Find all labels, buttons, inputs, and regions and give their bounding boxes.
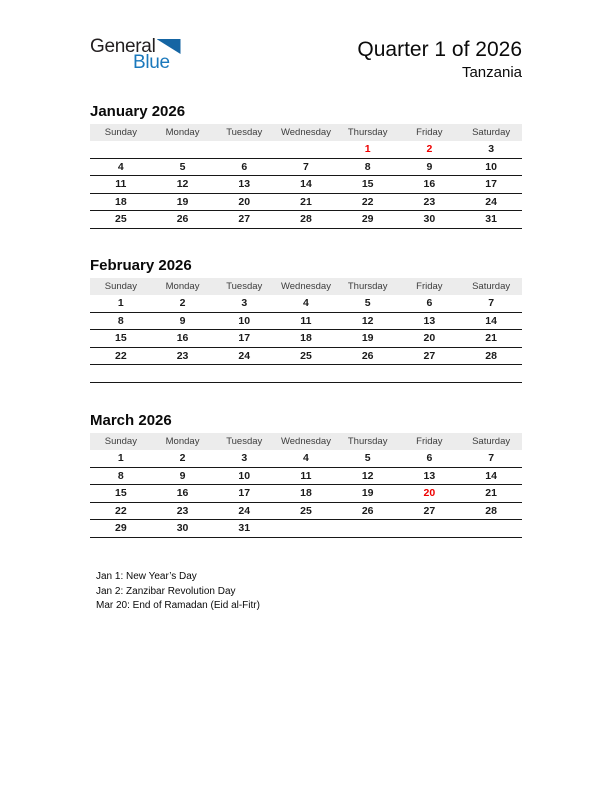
calendar-day: 10 xyxy=(213,467,275,485)
calendar-day: 12 xyxy=(152,176,214,194)
week-row xyxy=(90,520,522,538)
calendar-day: 6 xyxy=(399,450,461,467)
logo xyxy=(90,37,181,72)
weekday-header-saturday: Saturday xyxy=(460,278,522,295)
empty-day-cell xyxy=(90,365,152,383)
weekday-header-row xyxy=(90,433,522,450)
calendar-day: 20 xyxy=(213,193,275,211)
empty-day-cell xyxy=(90,141,152,158)
calendar-day: 24 xyxy=(213,347,275,365)
month-section-march xyxy=(90,412,522,538)
title-block xyxy=(357,38,522,82)
calendar-day: 6 xyxy=(213,158,275,176)
calendar-day: 6 xyxy=(399,295,461,312)
logo-text-blue: Blue xyxy=(133,52,170,73)
calendar-day: 16 xyxy=(399,176,461,194)
calendar-day: 27 xyxy=(399,502,461,520)
calendar-day: 16 xyxy=(152,485,214,503)
weekday-header-thursday: Thursday xyxy=(337,278,399,295)
calendar-day: 24 xyxy=(213,502,275,520)
calendar-day: 11 xyxy=(275,467,337,485)
calendar-day: 7 xyxy=(460,295,522,312)
calendar-day: 4 xyxy=(275,295,337,312)
calendar-day: 1 xyxy=(90,295,152,312)
week-row xyxy=(90,176,522,194)
calendar-day: 19 xyxy=(337,330,399,348)
weekday-header-saturday: Saturday xyxy=(460,433,522,450)
calendar-day: 8 xyxy=(90,312,152,330)
holiday-note: Mar 20: End of Ramadan (Eid al-Fitr) xyxy=(96,600,260,611)
calendar-day: 5 xyxy=(152,158,214,176)
calendar-day: 15 xyxy=(90,485,152,503)
calendar-day: 30 xyxy=(152,520,214,538)
calendar-day: 4 xyxy=(275,450,337,467)
calendar-day: 3 xyxy=(460,141,522,158)
calendar-day: 5 xyxy=(337,450,399,467)
empty-day-cell xyxy=(275,365,337,383)
calendar-day: 18 xyxy=(275,485,337,503)
calendar-day: 23 xyxy=(152,347,214,365)
weekday-header-tuesday: Tuesday xyxy=(213,433,275,450)
calendar-day: 31 xyxy=(213,520,275,538)
month-title-january: January 2026 xyxy=(90,103,186,120)
weekday-header-saturday: Saturday xyxy=(460,124,522,141)
calendar-day: 7 xyxy=(460,450,522,467)
calendar-day: 8 xyxy=(90,467,152,485)
weekday-header-sunday: Sunday xyxy=(90,433,152,450)
empty-day-cell xyxy=(213,365,275,383)
calendar-day: 23 xyxy=(399,193,461,211)
calendar-day: 28 xyxy=(460,502,522,520)
weekday-header-tuesday: Tuesday xyxy=(213,278,275,295)
week-row xyxy=(90,485,522,503)
holiday-note: Jan 1: New Year’s Day xyxy=(96,571,197,582)
calendar-day: 19 xyxy=(337,485,399,503)
week-row xyxy=(90,502,522,520)
calendar-day: 11 xyxy=(90,176,152,194)
calendar-day: 26 xyxy=(152,211,214,229)
calendar-day: 9 xyxy=(152,312,214,330)
calendar-day: 3 xyxy=(213,295,275,312)
calendar-day: 2 xyxy=(152,450,214,467)
empty-day-cell xyxy=(152,365,214,383)
week-row xyxy=(90,312,522,330)
weekday-header-friday: Friday xyxy=(399,278,461,295)
calendar-day: 15 xyxy=(337,176,399,194)
calendar-day: 21 xyxy=(460,330,522,348)
month-title-march: March 2026 xyxy=(90,412,172,429)
calendar-day: 25 xyxy=(90,211,152,229)
week-row xyxy=(90,141,522,158)
weekday-header-row xyxy=(90,124,522,141)
calendar-day: 13 xyxy=(399,467,461,485)
calendar-day: 9 xyxy=(399,158,461,176)
week-row xyxy=(90,211,522,229)
empty-day-cell xyxy=(399,520,461,538)
calendar-day: 22 xyxy=(90,502,152,520)
holiday-notes xyxy=(96,570,260,614)
month-section-february xyxy=(90,257,522,383)
calendar-day: 27 xyxy=(213,211,275,229)
calendar-day: 23 xyxy=(152,502,214,520)
empty-day-cell xyxy=(399,365,461,383)
calendar-day: 7 xyxy=(275,158,337,176)
calendar-day: 18 xyxy=(90,193,152,211)
calendar-table-february xyxy=(90,278,522,383)
calendar-day: 22 xyxy=(90,347,152,365)
calendar-day: 14 xyxy=(275,176,337,194)
calendar-day: 12 xyxy=(337,467,399,485)
calendar-day: 3 xyxy=(213,450,275,467)
week-row xyxy=(90,330,522,348)
weekday-header-wednesday: Wednesday xyxy=(275,124,337,141)
calendar-day: 18 xyxy=(275,330,337,348)
weekday-header-monday: Monday xyxy=(152,278,214,295)
calendar-day-holiday: 20 xyxy=(399,485,461,503)
weekday-header-wednesday: Wednesday xyxy=(275,433,337,450)
calendar-day: 17 xyxy=(460,176,522,194)
week-row xyxy=(90,467,522,485)
calendar-day: 10 xyxy=(213,312,275,330)
weekday-header-sunday: Sunday xyxy=(90,278,152,295)
week-row xyxy=(90,365,522,383)
weekday-header-row xyxy=(90,278,522,295)
calendar-day: 12 xyxy=(337,312,399,330)
calendar-day: 24 xyxy=(460,193,522,211)
week-row xyxy=(90,158,522,176)
calendar-day: 31 xyxy=(460,211,522,229)
month-section-january xyxy=(90,103,522,229)
page-title: Quarter 1 of 2026 xyxy=(357,38,522,61)
calendar-day: 25 xyxy=(275,502,337,520)
empty-day-cell xyxy=(460,365,522,383)
calendar-day: 25 xyxy=(275,347,337,365)
calendar-day: 29 xyxy=(337,211,399,229)
empty-day-cell xyxy=(275,141,337,158)
empty-day-cell xyxy=(152,141,214,158)
calendar-day: 5 xyxy=(337,295,399,312)
calendar-day: 2 xyxy=(152,295,214,312)
calendar-day: 13 xyxy=(399,312,461,330)
weekday-header-thursday: Thursday xyxy=(337,433,399,450)
weekday-header-thursday: Thursday xyxy=(337,124,399,141)
empty-day-cell xyxy=(337,365,399,383)
weekday-header-monday: Monday xyxy=(152,433,214,450)
calendar-table-january xyxy=(90,124,522,229)
calendar-day: 11 xyxy=(275,312,337,330)
calendar-day: 28 xyxy=(460,347,522,365)
week-row xyxy=(90,347,522,365)
empty-day-cell xyxy=(213,141,275,158)
calendar-day-holiday: 2 xyxy=(399,141,461,158)
month-title-february: February 2026 xyxy=(90,257,192,274)
weekday-header-monday: Monday xyxy=(152,124,214,141)
calendar-day: 16 xyxy=(152,330,214,348)
calendar-day: 26 xyxy=(337,347,399,365)
calendar-day: 22 xyxy=(337,193,399,211)
calendar-day: 4 xyxy=(90,158,152,176)
calendar-day: 14 xyxy=(460,467,522,485)
week-row xyxy=(90,295,522,312)
calendar-day: 14 xyxy=(460,312,522,330)
calendar-table-march xyxy=(90,433,522,538)
calendar-day: 17 xyxy=(213,485,275,503)
calendar-day: 17 xyxy=(213,330,275,348)
calendar-day: 8 xyxy=(337,158,399,176)
week-row xyxy=(90,193,522,211)
calendar-day: 9 xyxy=(152,467,214,485)
calendar-day-holiday: 1 xyxy=(337,141,399,158)
calendar-day: 19 xyxy=(152,193,214,211)
calendar-day: 10 xyxy=(460,158,522,176)
weekday-header-sunday: Sunday xyxy=(90,124,152,141)
calendar-day: 28 xyxy=(275,211,337,229)
calendar-day: 26 xyxy=(337,502,399,520)
week-row xyxy=(90,450,522,467)
page-subtitle: Tanzania xyxy=(461,64,522,81)
calendar-day: 27 xyxy=(399,347,461,365)
calendar-day: 21 xyxy=(460,485,522,503)
empty-day-cell xyxy=(275,520,337,538)
calendar-day: 21 xyxy=(275,193,337,211)
empty-day-cell xyxy=(337,520,399,538)
calendar-day: 15 xyxy=(90,330,152,348)
calendar-day: 29 xyxy=(90,520,152,538)
weekday-header-wednesday: Wednesday xyxy=(275,278,337,295)
calendar-day: 13 xyxy=(213,176,275,194)
empty-day-cell xyxy=(460,520,522,538)
weekday-header-friday: Friday xyxy=(399,124,461,141)
calendar-day: 20 xyxy=(399,330,461,348)
calendar-day: 30 xyxy=(399,211,461,229)
calendar-day: 1 xyxy=(90,450,152,467)
holiday-note: Jan 2: Zanzibar Revolution Day xyxy=(96,585,236,597)
weekday-header-friday: Friday xyxy=(399,433,461,450)
weekday-header-tuesday: Tuesday xyxy=(213,124,275,141)
logo-text-general: General xyxy=(90,36,156,57)
